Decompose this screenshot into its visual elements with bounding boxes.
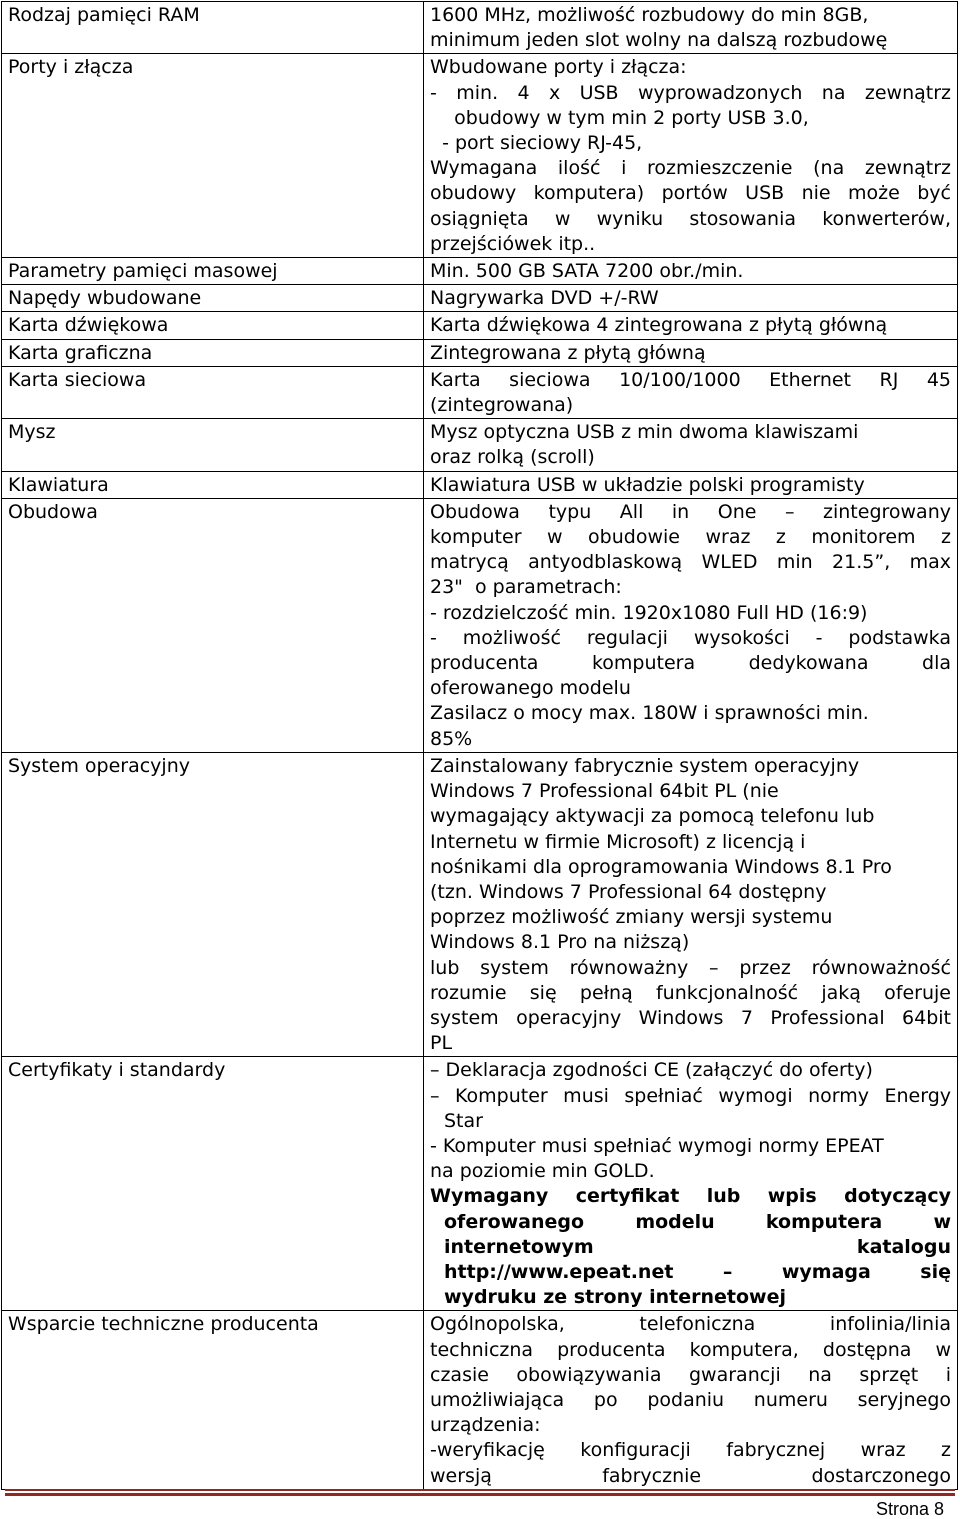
spec-value-cell — [424, 419, 958, 471]
spec-label-cell — [2, 419, 424, 471]
spec-value-line: nośnikami dla oprogramowania Windows 8.1 Pro — [430, 855, 892, 878]
footer-rule-thin-line — [5, 1489, 955, 1491]
spec-value-cell — [424, 312, 958, 339]
spec-label-cell — [2, 54, 424, 258]
spec-value-line: - rozdzielczość min. 1920x1080 Full HD (16:9) — [430, 601, 868, 624]
spec-value-line: Klawiatura USB w układzie polski programisty — [430, 473, 865, 496]
spec-label-cell — [2, 258, 424, 285]
spec-value-line: Wymagana ilość i rozmieszczenie (na zewnątrz — [430, 157, 951, 180]
spec-value-cell — [424, 339, 958, 366]
spec-value-line: 23" o parametrach: — [430, 576, 622, 599]
spec-value-line: Ogólnopolska, telefoniczna infolinia/linia — [430, 1313, 951, 1336]
spec-value-line: -weryfikację konfiguracji fabrycznej wraz z — [430, 1439, 951, 1462]
spec-value-line: Karta sieciowa 10/100/1000 Ethernet RJ 45 — [430, 368, 951, 391]
spec-value-line: - port sieciowy RJ-45, — [430, 132, 643, 155]
spec-row — [2, 339, 958, 366]
spec-row — [2, 285, 958, 312]
spec-value-line: oferowanego modelu — [430, 677, 631, 700]
spec-row — [2, 752, 958, 1056]
spec-label: Porty i złącza — [8, 56, 134, 79]
spec-row — [2, 1057, 958, 1311]
spec-value-cell — [424, 54, 958, 258]
spec-label: Karta dźwiękowa — [8, 314, 169, 337]
spec-value-cell — [424, 498, 958, 752]
spec-label: Wsparcie techniczne producenta — [8, 1313, 319, 1336]
spec-label-cell — [2, 2, 424, 54]
spec-value-line: Zintegrowana z płytą główną — [430, 341, 706, 364]
specification-table-body — [2, 2, 958, 1490]
spec-value-line: http://www.epeat.net – wymaga się — [444, 1260, 951, 1283]
spec-value-cell — [424, 258, 958, 285]
specification-table — [1, 1, 958, 1490]
spec-value-line: Mysz optyczna USB z min dwoma klawiszami — [430, 421, 859, 444]
spec-value-line: osiągnięta w wyniku stosowania konwerterów, — [430, 207, 951, 230]
spec-value-line: obudowy komputera) portów USB nie może być — [430, 182, 951, 205]
spec-value-line: (tzn. Windows 7 Professional 64 dostępny — [430, 880, 827, 903]
spec-value-line: Min. 500 GB SATA 7200 obr./min. — [430, 260, 744, 283]
spec-label-cell — [2, 1311, 424, 1489]
spec-label-cell — [2, 312, 424, 339]
spec-value-line: - możliwość regulacji wysokości - podstawka — [430, 626, 951, 649]
spec-value-line: - min. 4 x USB wyprowadzonych na zewnątrz — [430, 81, 951, 104]
spec-value-line: oferowanego modelu komputera w — [444, 1210, 951, 1233]
spec-label-cell — [2, 339, 424, 366]
spec-row — [2, 258, 958, 285]
spec-value-line: wydruku ze strony internetowej — [444, 1286, 786, 1309]
spec-value-cell — [424, 2, 958, 54]
spec-label-cell — [2, 752, 424, 1056]
spec-row — [2, 366, 958, 418]
spec-value-line: – Deklaracja zgodności CE (załączyć do oferty) — [430, 1059, 873, 1082]
spec-value-cell — [424, 285, 958, 312]
spec-label: Karta graficzna — [8, 341, 153, 364]
spec-value-cell — [424, 366, 958, 418]
spec-value-line: producenta komputera dedykowana dla — [430, 652, 951, 675]
spec-label: Obudowa — [8, 500, 98, 523]
spec-value-line: Obudowa typu All in One – zintegrowany — [430, 500, 951, 523]
spec-label: Karta sieciowa — [8, 368, 147, 391]
spec-row — [2, 498, 958, 752]
spec-value-line: Nagrywarka DVD +/-RW — [430, 287, 659, 310]
spec-value-line: wersją fabrycznie dostarczonego — [430, 1464, 951, 1487]
spec-value-line: system operacyjny Windows 7 Professional 64bit — [430, 1006, 951, 1029]
spec-value-cell — [424, 1311, 958, 1489]
spec-label: Certyfikaty i standardy — [8, 1059, 226, 1082]
spec-label-cell — [2, 471, 424, 498]
spec-label-cell — [2, 498, 424, 752]
spec-value-line: urządzenia: — [430, 1414, 541, 1437]
spec-value-line: poprzez możliwość zmiany wersji systemu — [430, 906, 833, 929]
spec-row — [2, 471, 958, 498]
spec-row — [2, 54, 958, 258]
page-number: Strona 8 — [875, 1499, 944, 1519]
spec-value-line: Windows 7 Professional 64bit PL (nie — [430, 780, 779, 803]
spec-value-line: umożliwiająca po podaniu numeru seryjnego — [430, 1388, 951, 1411]
spec-value-line: komputer w obudowie wraz z monitorem z — [430, 526, 951, 549]
spec-value-line: (zintegrowana) — [430, 394, 574, 417]
spec-label-cell — [2, 285, 424, 312]
spec-value-line: internetowym katalogu — [444, 1235, 951, 1258]
spec-value-line: Wymagany certyfikat lub wpis dotyczący — [430, 1185, 951, 1208]
spec-value-line: przejściówek itp.. — [430, 232, 596, 255]
spec-row — [2, 1311, 958, 1489]
spec-value-line: Zainstalowany fabrycznie system operacyjny — [430, 754, 860, 777]
spec-value-cell — [424, 1057, 958, 1311]
spec-value-line: techniczna producenta komputera, dostępna w — [430, 1338, 951, 1361]
spec-row — [2, 419, 958, 471]
spec-row — [2, 312, 958, 339]
spec-label: Klawiatura — [8, 473, 109, 496]
spec-label-cell — [2, 366, 424, 418]
spec-value-line: wymagający aktywacji za pomocą telefonu lub — [430, 805, 875, 828]
footer-rule — [5, 1489, 955, 1497]
spec-label: Parametry pamięci masowej — [8, 260, 278, 283]
spec-value-cell — [424, 752, 958, 1056]
spec-value-line: obudowy w tym min 2 porty USB 3.0, — [430, 106, 809, 129]
spec-value-line: oraz rolką (scroll) — [430, 446, 595, 469]
spec-label: Napędy wbudowane — [8, 287, 202, 310]
spec-value-line: Karta dźwiękowa 4 zintegrowana z płytą główną — [430, 314, 888, 337]
spec-value-line: minimum jeden slot wolny na dalszą rozbudowę — [430, 29, 888, 52]
spec-label-cell — [2, 1057, 424, 1311]
spec-value-line: PL — [430, 1032, 453, 1055]
spec-value-line: 1600 MHz, możliwość rozbudowy do min 8GB, — [430, 4, 869, 26]
spec-value-line: Windows 8.1 Pro na niższą) — [430, 931, 690, 954]
spec-value-line: - Komputer musi spełniać wymogi normy EPEAT — [430, 1134, 884, 1157]
spec-value-line: Internetu w firmie Microsoft) z licencją i — [430, 830, 806, 853]
spec-value-cell — [424, 471, 958, 498]
spec-label: Mysz — [8, 421, 56, 444]
spec-row — [2, 2, 958, 54]
footer-rule-thick-line — [5, 1493, 955, 1496]
spec-value-line: Wbudowane porty i złącza: — [430, 56, 687, 79]
spec-value-line: Zasilacz o mocy max. 180W i sprawności min. — [430, 702, 869, 725]
spec-value-line: – Komputer musi spełniać wymogi normy Energy — [430, 1084, 951, 1107]
spec-value-line: na poziomie min GOLD. — [430, 1160, 655, 1183]
spec-value-line: czasie obowiązywania gwarancji na sprzęt i — [430, 1363, 951, 1386]
spec-value-line: matrycą antyodblaskową WLED min 21.5”, max — [430, 551, 951, 574]
spec-value-line: rozumie się pełną funkcjonalność jaką oferuje — [430, 981, 951, 1004]
spec-value-line: Star — [444, 1109, 483, 1132]
spec-label: Rodzaj pamięci RAM — [8, 4, 200, 26]
spec-value-line: lub system równoważny – przez równoważność — [430, 956, 951, 979]
spec-value-line: 85% — [430, 727, 473, 750]
spec-label: System operacyjny — [8, 754, 190, 777]
